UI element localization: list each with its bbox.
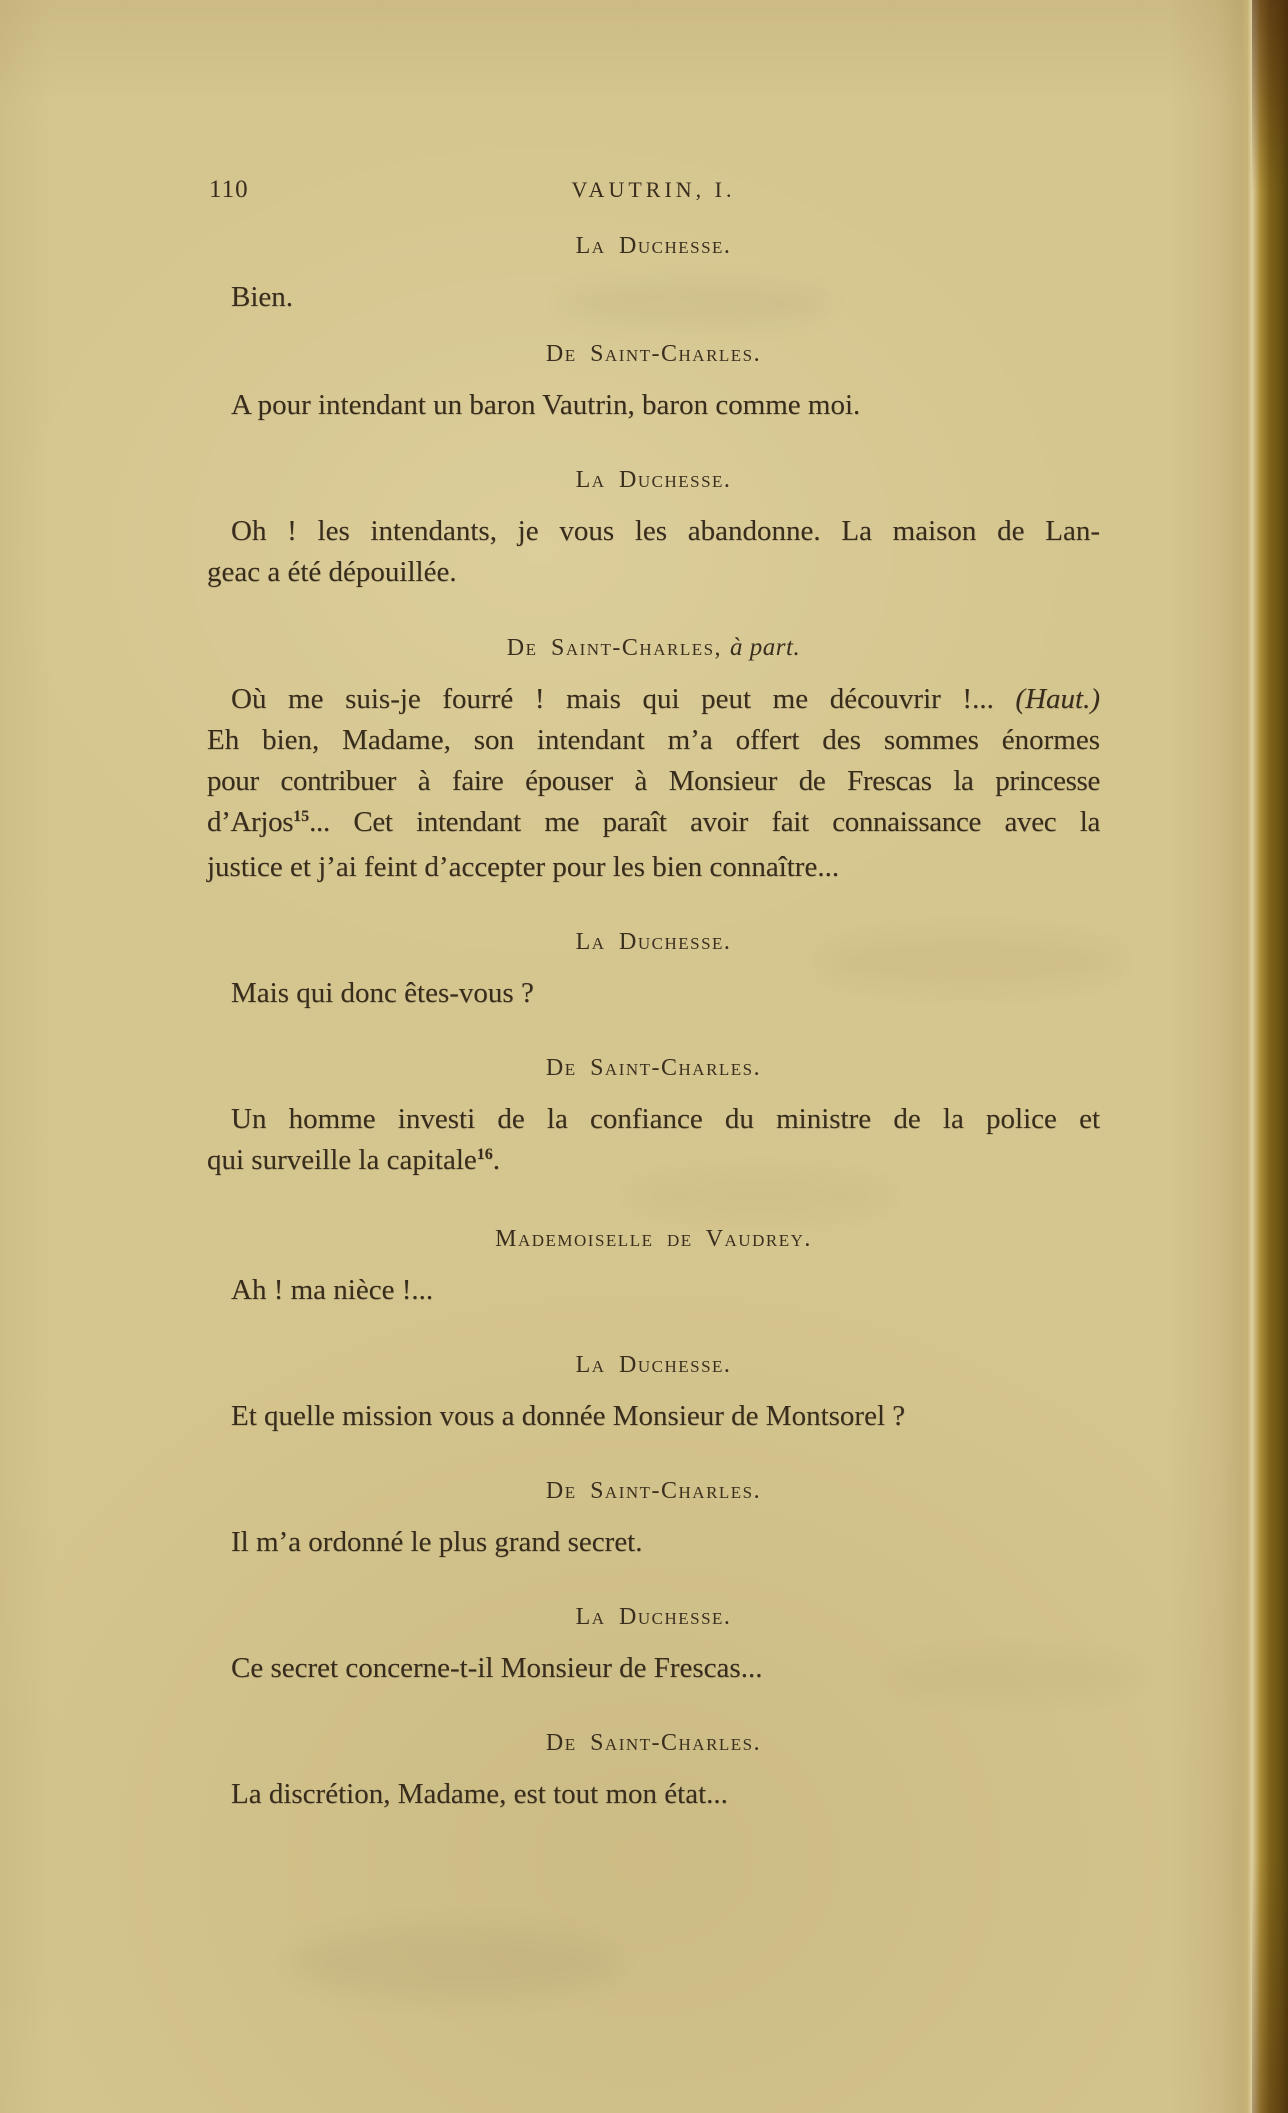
dialogue-line bbox=[207, 679, 1100, 720]
dialogue-block bbox=[207, 460, 1100, 593]
page-number: 110 bbox=[209, 176, 249, 203]
speaker-heading: De Saint-Charles. bbox=[545, 1055, 762, 1081]
speaker-heading: Mademoiselle de Vaudrey. bbox=[495, 1226, 812, 1252]
dialogue-block bbox=[207, 1345, 1100, 1437]
dialogue-line: La discrétion, Madame, est tout mon état... bbox=[231, 1778, 728, 1810]
speaker-heading: De Saint-Charles. bbox=[545, 1478, 762, 1504]
dialogue-line: Mais qui donc êtes-vous ? bbox=[231, 977, 534, 1009]
dialogue-line: Oh ! les intendants, je vous les abandonne. La maison de Lan- bbox=[231, 515, 1100, 547]
speaker-heading: La Duchesse. bbox=[575, 233, 732, 259]
stage-direction: à part. bbox=[730, 634, 801, 661]
dialogue-line bbox=[207, 1140, 1100, 1185]
dialogue-block bbox=[207, 1471, 1100, 1563]
dialogue-block bbox=[207, 1219, 1100, 1311]
footnote-reference-15: 15 bbox=[293, 808, 310, 825]
dialogue-line: Bien. bbox=[231, 281, 294, 313]
page-edge-shadow-right bbox=[1168, 0, 1288, 2113]
dialogue-line: geac a été dépouillée. bbox=[207, 556, 457, 588]
dialogue-line: Ce secret concerne-t-il Monsieur de Frescas... bbox=[231, 1652, 763, 1684]
dialogue-block bbox=[207, 1723, 1100, 1815]
paper-smudge bbox=[290, 1925, 620, 2000]
dialogue-line: Un homme investi de la confiance du ministre de la police et bbox=[231, 1103, 1100, 1135]
footnote-reference-16: 16 bbox=[476, 1146, 493, 1163]
speaker-heading: La Duchesse. bbox=[575, 1352, 732, 1378]
dialogue-line bbox=[207, 802, 1100, 847]
dialogue-block bbox=[207, 1048, 1100, 1185]
line-text: Où me suis-je fourré ! mais qui peut me découvrir !... bbox=[231, 683, 1016, 715]
page-header bbox=[207, 169, 1100, 210]
speaker-heading: La Duchesse. bbox=[575, 467, 732, 493]
stage-direction: (Haut.) bbox=[1015, 683, 1100, 715]
speaker-heading: De Saint-Charles. bbox=[545, 341, 762, 367]
dialogue-block bbox=[207, 1597, 1100, 1689]
dialogue-block bbox=[207, 922, 1100, 1014]
speaker-name: De Saint-Charles, bbox=[506, 635, 723, 661]
speaker-heading: La Duchesse. bbox=[575, 1604, 732, 1630]
running-title: VAUTRIN, I. bbox=[571, 177, 736, 202]
dialogue-block bbox=[207, 627, 1100, 888]
line-text: d’Arjos bbox=[207, 806, 294, 838]
dialogue-line: Ah ! ma nièce !... bbox=[231, 1274, 434, 1306]
dialogue-line: justice et j’ai feint d’accepter pour les bien connaître... bbox=[207, 851, 840, 883]
dialogue-block bbox=[207, 334, 1100, 426]
text-column bbox=[207, 169, 1100, 1815]
line-text: ... Cet intendant me paraît avoir fait connaissance avec la bbox=[309, 806, 1100, 838]
dialogue-line: Eh bien, Madame, son intendant m’a offert des sommes énormes bbox=[207, 724, 1100, 756]
line-text: . bbox=[492, 1144, 501, 1176]
line-text: qui surveille la capitale bbox=[207, 1144, 477, 1176]
dialogue-line: Il m’a ordonné le plus grand secret. bbox=[231, 1526, 643, 1558]
dialogue-line: Et quelle mission vous a donnée Monsieur de Montsorel ? bbox=[231, 1400, 906, 1432]
dialogue-line: A pour intendant un baron Vautrin, baron comme moi. bbox=[231, 389, 861, 421]
dialogue-line: pour contribuer à faire épouser à Monsieur de Frescas la princesse bbox=[207, 765, 1100, 797]
speaker-heading: De Saint-Charles. bbox=[545, 1730, 762, 1756]
dialogue-block bbox=[207, 226, 1100, 318]
speaker-heading: La Duchesse. bbox=[575, 929, 732, 955]
speaker-heading bbox=[207, 627, 1100, 669]
